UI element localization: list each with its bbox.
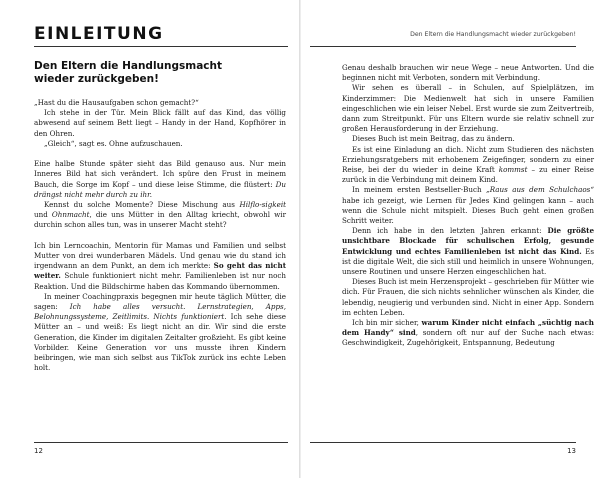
paragraph: „Gleich“, sagt es. Ohne aufzuschauen. xyxy=(44,138,183,148)
page-number: 12 xyxy=(34,447,43,455)
paragraph xyxy=(342,226,594,277)
text-run: und xyxy=(34,210,52,220)
text-run: , die uns Mütter in den Alltag kriecht, obwohl wir durchin schon alles tun, was in unserer Macht steht? xyxy=(34,210,286,230)
text-run: , sondern oft nur auf der Suche nach etwas: Geschwindigkeit, Zugehörigkeit, Entspannung, Bedeutung xyxy=(342,328,594,348)
section-title: EINLEITUNG xyxy=(34,24,164,44)
running-head: Den Eltern die Handlungsmacht wieder zurückgeben! xyxy=(410,31,576,38)
text-run: Denn ich habe in den letzten Jahren erkannt: xyxy=(352,226,548,236)
text-run: Schule funktioniert nicht mehr. Familienleben ist nur noch Reaktion. Und die Bildschirme haben das Kommando übernommen. xyxy=(34,271,286,291)
text-run: Es ist die digitale Welt, die sich still und heimlich in unsere Wohnungen, unsere Routinen und unsere Herzen eingeschlichen hat. xyxy=(342,246,594,277)
emphasis: Hilflo- xyxy=(239,200,262,210)
right-body-text xyxy=(342,63,594,349)
paragraph: Genau deshalb brauchen wir neue Wege – neue Antworten. Und die beginnen nicht mit Verboten, sondern mit Verbindung. xyxy=(342,63,594,83)
text-run: Ich sehe diese Mütter an – und weiß: Es liegt nicht an dir. Wir sind die erste Generation, die Kinder im digitalen Zeitalter großzieht. Es gibt keine Vorbilder. Keine Generation vor uns musste ihren Kindern beibringen, wie man sich selbst aus TikTok zurück ins echte Leben holt. xyxy=(34,312,286,373)
right-page xyxy=(300,0,600,478)
paragraph: Dieses Buch ist mein Herzensprojekt – geschrieben für Mütter wie dich. Für Frauen, die sich nichts sehnlicher wünschen als Kinder, die lebendig, neugierig und verbunden sind. Nicht in einer App. Sondern im echten Leben. xyxy=(342,277,594,317)
emphasis: Du drängst nicht mehr durch zu ihr. xyxy=(34,179,286,199)
emphasis: kommst xyxy=(498,165,528,175)
chapter-heading-line-1: Den Eltern die Handlungsmacht xyxy=(34,60,223,72)
text-run: – zu einer Reise zurück in die Verbindung mit deinem Kind. xyxy=(342,165,594,185)
paragraph: „Hast du die Hausaufgaben schon gemacht?“ xyxy=(34,98,199,107)
left-body-text xyxy=(34,98,286,373)
emphasis: Ohnmacht xyxy=(51,210,90,220)
text-run: Ich bin Lerncoachin, Mentorin für Mamas und Familien und selbst Mutter von drei wunderbaren Mädels. Und genau wie du stand ich irgendwann an dem Punkt, an dem ich merkte: xyxy=(34,240,286,271)
paragraph xyxy=(342,318,594,349)
paragraph xyxy=(342,145,594,186)
paragraph: Ich stehe in der Tür. Mein Blick fällt auf das Kind, das völlig abwesend auf seinem Bett liegt – Handy in der Hand, Kopfhörer in den Ohren. xyxy=(34,108,286,138)
text-run: In meinem ersten Bestseller-Buch xyxy=(352,185,486,195)
header-rule xyxy=(34,46,288,47)
text-run: In meiner Coachingpraxis begegnen mir heute täglich Mütter, die sagen: xyxy=(34,291,286,312)
text-run: Kennst du solche Momente? Diese Mischung aus xyxy=(44,200,240,210)
bold-text: So geht das nicht weiter. xyxy=(34,261,286,281)
bold-text: Die größte unsichtbare Blockade für schulischen Erfolg, gesunde Entwicklung und echtes Familienleben ist nicht das Kind. xyxy=(342,226,595,256)
chapter-heading xyxy=(34,60,284,86)
paragraph xyxy=(34,159,286,200)
text-run: Es ist eine Einladung an dich. Nicht zum Studieren des nächsten Erziehungsratgebers mit erhobenem Zeigefinger, sondern zu einer Reise, bei der du wieder in deine Kraft xyxy=(342,144,594,175)
paragraph xyxy=(34,292,286,374)
emphasis: „Raus aus dem Schulchaos“ xyxy=(486,185,594,195)
bold-text: warum Kinder nicht einfach „süchtig nach dem Handy“ sind xyxy=(342,318,594,338)
footer-rule xyxy=(34,442,288,443)
paragraph xyxy=(342,185,594,226)
footer-rule xyxy=(310,442,576,443)
text-run: Ich bin mir sicher, xyxy=(352,318,422,328)
paragraph: Wir sehen es überall – in Schulen, auf Spielplätzen, im Kinderzimmer: Die Medienwelt hat sich in unsere Familien eingeschlichen wie ein leiser Nebel. Erst wurde sie zum Zeitvertreib, dann zum Streitpunkt. Für uns Eltern wurde sie relativ schnell zur großen Herausforderung in der Erziehung. xyxy=(342,83,594,134)
header-rule xyxy=(310,46,576,47)
chapter-heading-line-2: wieder zurückgeben! xyxy=(34,73,159,85)
emphasis: sigkeit xyxy=(261,200,286,210)
paragraph: Dieses Buch ist mein Beitrag, das zu ändern. xyxy=(352,134,515,144)
page-number: 13 xyxy=(567,447,576,455)
paragraph xyxy=(34,200,286,231)
text-run: Eine halbe Stunde später sieht das Bild genauso aus. Nur mein Inneres Bild hat sich verändert. Ich spüre den Frust in meinem Bauch, die Sorge im Kopf – und diese leise Stimme, die flüstert: xyxy=(34,159,286,189)
text-run: habe ich gezeigt, wie Lernen für Jedes Kind gelingen kann – auch wenn die Schule nicht mitspielt. Dieses Buch geht einen großen Schritt weiter. xyxy=(342,195,594,226)
paragraph xyxy=(34,241,286,292)
emphasis: Ich habe alles versucht. Lernstrategien, Apps, Belohnungssysteme, Zeitlimits. Nichts funktioniert. xyxy=(34,302,286,322)
